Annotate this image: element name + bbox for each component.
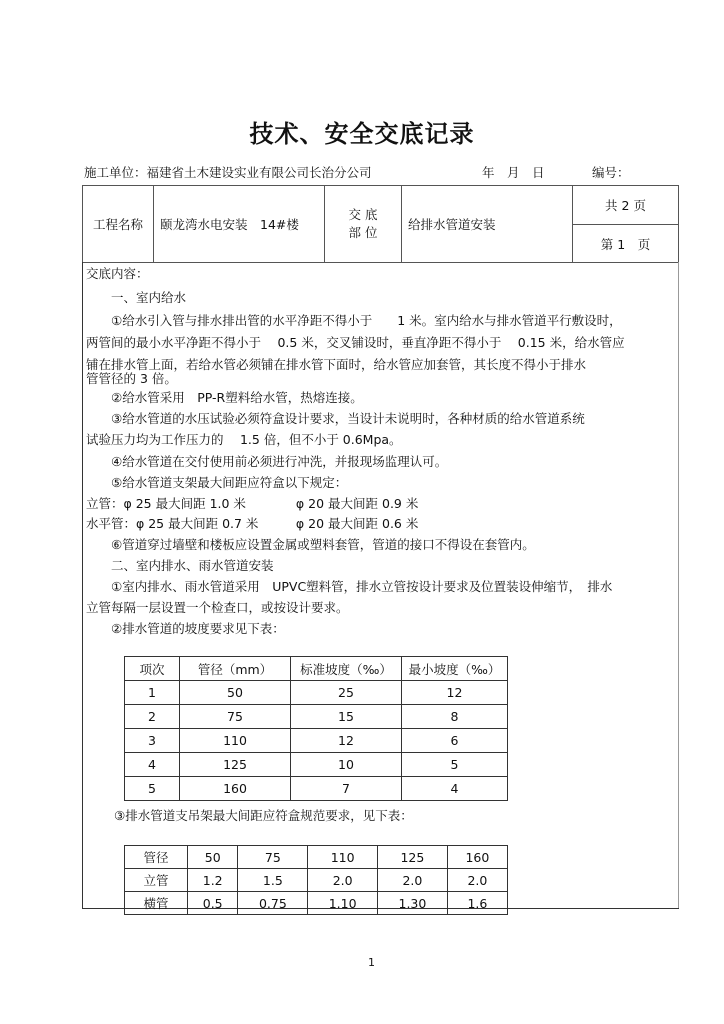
table-row bbox=[125, 681, 508, 705]
table-cell: 75 bbox=[238, 846, 308, 869]
spacing-table-caption: ③排水管道支吊架最大间距应符盒规范要求，见下表： bbox=[114, 808, 413, 823]
table-cell: 2.0 bbox=[308, 869, 378, 892]
content-line: ①给水引入管与排水排出管的水平净距不得小于 1 米。室内给水与排水管道平行敷设时， bbox=[86, 313, 622, 328]
content-line: ①室内排水、雨水管道采用 UPVC塑料管，排水立管按设计要求及位置装设伸缩节， 排水 bbox=[86, 579, 613, 594]
table-cell: 5 bbox=[125, 777, 180, 801]
table-cell: 160 bbox=[180, 777, 291, 801]
table-cell: 110 bbox=[180, 729, 291, 753]
table-cell: 4 bbox=[125, 753, 180, 777]
slope-table bbox=[124, 656, 508, 801]
content-line: 水平管：φ 25 最大间距 0.7 米 φ 20 最大间距 0.6 米 bbox=[86, 516, 419, 531]
table-cell: 管径 bbox=[125, 846, 188, 869]
content-border-left bbox=[82, 262, 83, 909]
table-cell: 50 bbox=[187, 846, 238, 869]
table-cell: 1.5 bbox=[238, 869, 308, 892]
content-line: ④给水管道在交付使用前必须进行冲洗，并报现场监理认可。 bbox=[86, 454, 448, 469]
content-line: ⑥管道穿过墙壁和楼板应设置金属或塑料套管，管道的接口不得设在套管内。 bbox=[86, 537, 535, 552]
content-line: 立管每隔一层设置一个检查口，或按设计要求。 bbox=[86, 600, 349, 615]
table-cell: 1.6 bbox=[447, 892, 507, 915]
table-row bbox=[125, 892, 508, 915]
table-cell: 125 bbox=[180, 753, 291, 777]
header-table bbox=[82, 185, 679, 263]
content-line: 交底内容： bbox=[86, 266, 149, 281]
table-cell: 12 bbox=[291, 729, 402, 753]
table-header: 最小坡度（‰） bbox=[402, 657, 508, 681]
content-line: 二、室内排水、雨水管道安装 bbox=[86, 558, 274, 573]
content-line: 管管径的 3 倍。 bbox=[86, 371, 177, 386]
total-pages: 共 2 页 bbox=[573, 186, 679, 225]
table-cell: 6 bbox=[402, 729, 508, 753]
table-cell: 4 bbox=[402, 777, 508, 801]
table-cell: 1.10 bbox=[308, 892, 378, 915]
content-line: 试验压力均为工作压力的 1.5 倍，但不小于 0.6Mpa。 bbox=[86, 432, 402, 447]
table-cell: 5 bbox=[402, 753, 508, 777]
spacing-table bbox=[124, 845, 508, 915]
document-title: 技术、安全交底记录 bbox=[249, 120, 475, 148]
table-header: 项次 bbox=[125, 657, 180, 681]
content-line: 立管：φ 25 最大间距 1.0 米 φ 20 最大间距 0.9 米 bbox=[86, 496, 419, 511]
table-cell: 12 bbox=[402, 681, 508, 705]
content-line: ②排水管道的坡度要求见下表： bbox=[86, 621, 285, 636]
date-field: 年 月 日 bbox=[482, 165, 545, 180]
table-cell: 0.5 bbox=[187, 892, 238, 915]
content-line: 一、室内给水 bbox=[86, 290, 187, 305]
table-cell: 横管 bbox=[125, 892, 188, 915]
table-row bbox=[125, 705, 508, 729]
table-row bbox=[125, 846, 508, 869]
content-line: ⑤给水管道支架最大间距应符盒以下规定： bbox=[86, 475, 348, 490]
table-cell: 0.75 bbox=[238, 892, 308, 915]
table-row bbox=[125, 729, 508, 753]
project-label: 工程名称 bbox=[83, 186, 154, 263]
table-cell: 110 bbox=[308, 846, 378, 869]
construction-unit: 施工单位：福建省土木建设实业有限公司长治分公司 bbox=[84, 165, 372, 180]
table-cell: 1.30 bbox=[378, 892, 448, 915]
content-line: 铺在排水管上面，若给水管必须铺在排水管下面时，给水管应加套管，其长度不得小于排水 bbox=[86, 357, 587, 372]
table-cell: 160 bbox=[447, 846, 507, 869]
table-cell: 1.2 bbox=[187, 869, 238, 892]
table-cell: 125 bbox=[378, 846, 448, 869]
table-header: 标准坡度（‰） bbox=[291, 657, 402, 681]
table-cell: 2.0 bbox=[447, 869, 507, 892]
content-line: ②给水管采用 PP-R塑料给水管，热熔连接。 bbox=[86, 390, 363, 405]
part-label-line2: 部 位 bbox=[348, 225, 378, 240]
table-cell: 75 bbox=[180, 705, 291, 729]
table-row bbox=[125, 869, 508, 892]
content-border-right bbox=[678, 262, 679, 909]
part-value: 给排水管道安装 bbox=[402, 186, 573, 263]
current-page: 第 1 页 bbox=[573, 225, 679, 263]
table-cell: 15 bbox=[291, 705, 402, 729]
part-label-line1: 交 底 bbox=[348, 207, 378, 222]
table-header-row bbox=[125, 657, 508, 681]
part-label bbox=[325, 186, 402, 263]
table-cell: 2.0 bbox=[378, 869, 448, 892]
table-cell: 7 bbox=[291, 777, 402, 801]
table-cell: 3 bbox=[125, 729, 180, 753]
page-number: 1 bbox=[368, 956, 375, 969]
table-cell: 1 bbox=[125, 681, 180, 705]
serial-number: 编号： bbox=[592, 165, 630, 180]
project-value: 颐龙湾水电安装 14#楼 bbox=[154, 186, 325, 263]
table-cell: 立管 bbox=[125, 869, 188, 892]
table-row bbox=[125, 753, 508, 777]
table-cell: 8 bbox=[402, 705, 508, 729]
table-cell: 10 bbox=[291, 753, 402, 777]
table-header: 管径（mm） bbox=[180, 657, 291, 681]
table-cell: 25 bbox=[291, 681, 402, 705]
table-cell: 2 bbox=[125, 705, 180, 729]
content-line: ③给水管道的水压试验必须符盒设计要求，当设计未说明时，各种材质的给水管道系统 bbox=[86, 411, 585, 426]
content-line: 两管间的最小水平净距不得小于 0.5 米，交叉铺设时，垂直净距不得小于 0.15 米，给水管应 bbox=[86, 335, 625, 350]
table-row bbox=[125, 777, 508, 801]
table-cell: 50 bbox=[180, 681, 291, 705]
